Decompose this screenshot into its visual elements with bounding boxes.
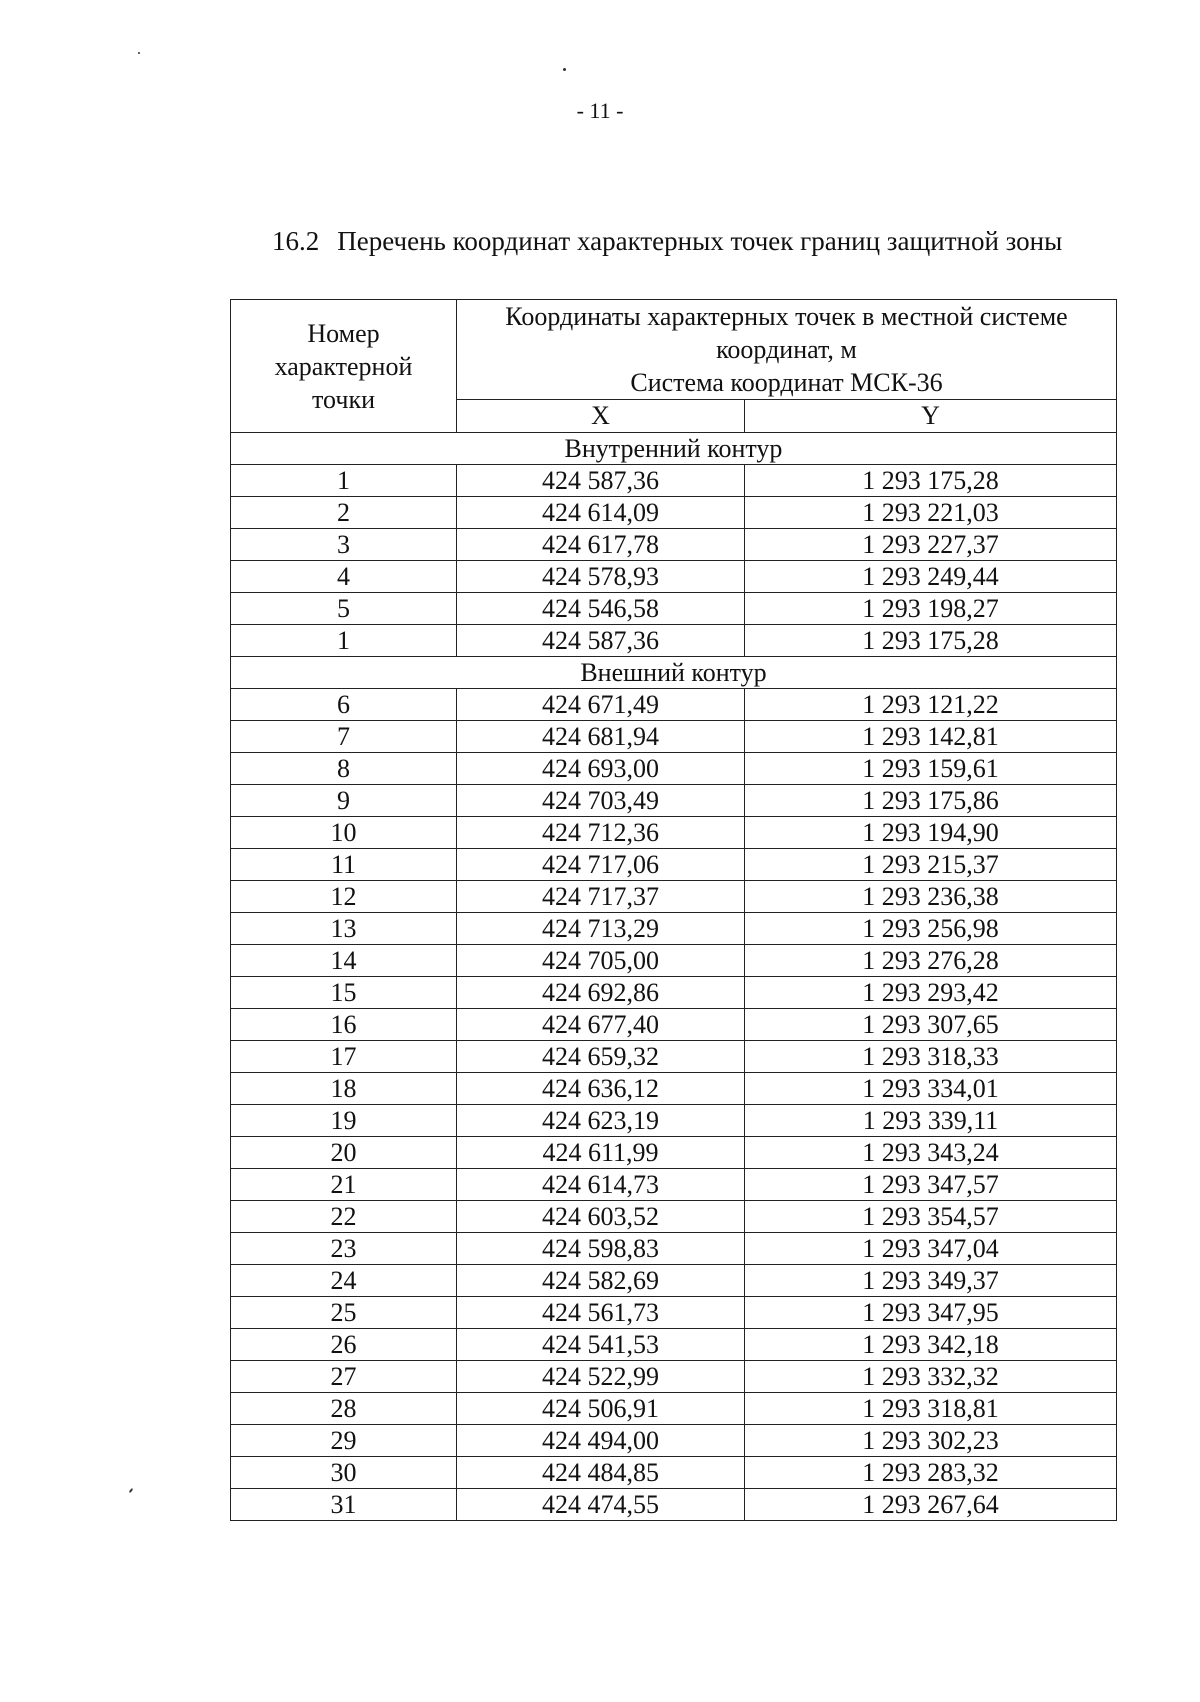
- point-number-cell: 27: [231, 1361, 457, 1393]
- point-number-cell: 30: [231, 1457, 457, 1489]
- section-title: [272, 226, 1062, 257]
- point-number-cell: 29: [231, 1425, 457, 1457]
- page-number: - 11 -: [576, 98, 624, 123]
- y-coordinate-cell: 1 293 175,28: [745, 625, 1117, 657]
- point-number-cell: 21: [231, 1169, 457, 1201]
- point-number-cell: 1: [231, 625, 457, 657]
- table-row: [231, 1073, 1117, 1105]
- x-coordinate-cell: 424 677,40: [457, 1009, 745, 1041]
- y-coordinate-cell: 1 293 249,44: [745, 561, 1117, 593]
- table-row: [231, 817, 1117, 849]
- x-coordinate-cell: 424 561,73: [457, 1297, 745, 1329]
- table-body: [231, 433, 1117, 1521]
- x-coordinate-cell: 424 522,99: [457, 1361, 745, 1393]
- point-number-cell: 2: [231, 497, 457, 529]
- table-row: [231, 1393, 1117, 1425]
- y-coordinate-cell: 1 293 227,37: [745, 529, 1117, 561]
- table-row: [231, 1009, 1117, 1041]
- table-row: [231, 1041, 1117, 1073]
- point-number-cell: 9: [231, 785, 457, 817]
- x-coordinate-cell: 424 623,19: [457, 1105, 745, 1137]
- table-header: [231, 300, 1117, 433]
- table-row: [231, 849, 1117, 881]
- table-row: [231, 593, 1117, 625]
- contour-title: Внешний контур: [231, 657, 1117, 689]
- table-row: [231, 1329, 1117, 1361]
- point-number-cell: 18: [231, 1073, 457, 1105]
- x-coordinate-cell: 424 611,99: [457, 1137, 745, 1169]
- y-coordinate-cell: 1 293 293,42: [745, 977, 1117, 1009]
- point-number-cell: 16: [231, 1009, 457, 1041]
- y-coordinate-cell: 1 293 332,32: [745, 1361, 1117, 1393]
- header-x: X: [457, 400, 745, 433]
- table-row: [231, 689, 1117, 721]
- x-coordinate-cell: 424 541,53: [457, 1329, 745, 1361]
- x-coordinate-cell: 424 484,85: [457, 1457, 745, 1489]
- x-coordinate-cell: 424 713,29: [457, 913, 745, 945]
- x-coordinate-cell: 424 582,69: [457, 1265, 745, 1297]
- point-number-cell: 6: [231, 689, 457, 721]
- header-y: Y: [745, 400, 1117, 433]
- x-coordinate-cell: 424 636,12: [457, 1073, 745, 1105]
- y-coordinate-cell: 1 293 256,98: [745, 913, 1117, 945]
- y-coordinate-cell: 1 293 347,04: [745, 1233, 1117, 1265]
- table-row: [231, 1457, 1117, 1489]
- table-row: [231, 913, 1117, 945]
- x-coordinate-cell: 424 692,86: [457, 977, 745, 1009]
- y-coordinate-cell: 1 293 175,28: [745, 465, 1117, 497]
- point-number-cell: 28: [231, 1393, 457, 1425]
- y-coordinate-cell: 1 293 354,57: [745, 1201, 1117, 1233]
- table-row: [231, 1169, 1117, 1201]
- y-coordinate-cell: 1 293 342,18: [745, 1329, 1117, 1361]
- y-coordinate-cell: 1 293 318,81: [745, 1393, 1117, 1425]
- scan-speck: [563, 68, 566, 71]
- table-row: [231, 945, 1117, 977]
- point-number-cell: 5: [231, 593, 457, 625]
- x-coordinate-cell: 424 717,06: [457, 849, 745, 881]
- table-row: [231, 561, 1117, 593]
- y-coordinate-cell: 1 293 276,28: [745, 945, 1117, 977]
- y-coordinate-cell: 1 293 347,95: [745, 1297, 1117, 1329]
- table-row: [231, 497, 1117, 529]
- y-coordinate-cell: 1 293 339,11: [745, 1105, 1117, 1137]
- y-coordinate-cell: 1 293 267,64: [745, 1489, 1117, 1521]
- table-row: [231, 1201, 1117, 1233]
- contour-header-row: [231, 657, 1117, 689]
- table-row: [231, 1105, 1117, 1137]
- y-coordinate-cell: 1 293 194,90: [745, 817, 1117, 849]
- x-coordinate-cell: 424 717,37: [457, 881, 745, 913]
- point-number-cell: 15: [231, 977, 457, 1009]
- point-number-cell: 11: [231, 849, 457, 881]
- table-row: [231, 1425, 1117, 1457]
- point-number-cell: 25: [231, 1297, 457, 1329]
- x-coordinate-cell: 424 614,73: [457, 1169, 745, 1201]
- scan-speck: [138, 52, 140, 54]
- y-coordinate-cell: 1 293 307,65: [745, 1009, 1117, 1041]
- y-coordinate-cell: 1 293 221,03: [745, 497, 1117, 529]
- y-coordinate-cell: 1 293 236,38: [745, 881, 1117, 913]
- y-coordinate-cell: 1 293 334,01: [745, 1073, 1117, 1105]
- x-coordinate-cell: 424 712,36: [457, 817, 745, 849]
- table-row: [231, 1361, 1117, 1393]
- table-row: [231, 977, 1117, 1009]
- y-coordinate-cell: 1 293 349,37: [745, 1265, 1117, 1297]
- x-coordinate-cell: 424 587,36: [457, 625, 745, 657]
- point-number-cell: 14: [231, 945, 457, 977]
- y-coordinate-cell: 1 293 142,81: [745, 721, 1117, 753]
- x-coordinate-cell: 424 546,58: [457, 593, 745, 625]
- scan-speck: [129, 1488, 134, 1493]
- contour-header-row: [231, 433, 1117, 465]
- contour-title: Внутренний контур: [231, 433, 1117, 465]
- point-number-cell: 4: [231, 561, 457, 593]
- x-coordinate-cell: 424 693,00: [457, 753, 745, 785]
- table-row: [231, 753, 1117, 785]
- x-coordinate-cell: 424 494,00: [457, 1425, 745, 1457]
- y-coordinate-cell: 1 293 121,22: [745, 689, 1117, 721]
- table-row: [231, 1297, 1117, 1329]
- point-number-cell: 7: [231, 721, 457, 753]
- y-coordinate-cell: 1 293 283,32: [745, 1457, 1117, 1489]
- point-number-cell: 10: [231, 817, 457, 849]
- y-coordinate-cell: 1 293 318,33: [745, 1041, 1117, 1073]
- y-coordinate-cell: 1 293 159,61: [745, 753, 1117, 785]
- point-number-cell: 31: [231, 1489, 457, 1521]
- x-coordinate-cell: 424 506,91: [457, 1393, 745, 1425]
- table-row: [231, 1137, 1117, 1169]
- header-point-number: Номер характерной точки: [231, 300, 457, 433]
- x-coordinate-cell: 424 474,55: [457, 1489, 745, 1521]
- x-coordinate-cell: 424 671,49: [457, 689, 745, 721]
- point-number-cell: 3: [231, 529, 457, 561]
- section-title-text: Перечень координат характерных точек границ защитной зоны: [337, 226, 1063, 256]
- table-row: [231, 1233, 1117, 1265]
- header-coordinates: Координаты характерных точек в местной системе координат, м Система координат МСК-36: [457, 300, 1117, 400]
- table-row: [231, 721, 1117, 753]
- y-coordinate-cell: 1 293 302,23: [745, 1425, 1117, 1457]
- x-coordinate-cell: 424 705,00: [457, 945, 745, 977]
- x-coordinate-cell: 424 659,32: [457, 1041, 745, 1073]
- point-number-cell: 13: [231, 913, 457, 945]
- x-coordinate-cell: 424 681,94: [457, 721, 745, 753]
- y-coordinate-cell: 1 293 175,86: [745, 785, 1117, 817]
- table-row: [231, 785, 1117, 817]
- x-coordinate-cell: 424 587,36: [457, 465, 745, 497]
- point-number-cell: 1: [231, 465, 457, 497]
- y-coordinate-cell: 1 293 347,57: [745, 1169, 1117, 1201]
- point-number-cell: 26: [231, 1329, 457, 1361]
- point-number-cell: 22: [231, 1201, 457, 1233]
- table-row: [231, 529, 1117, 561]
- x-coordinate-cell: 424 598,83: [457, 1233, 745, 1265]
- table-row: [231, 1489, 1117, 1521]
- table-row: [231, 465, 1117, 497]
- x-coordinate-cell: 424 617,78: [457, 529, 745, 561]
- point-number-cell: 8: [231, 753, 457, 785]
- point-number-cell: 19: [231, 1105, 457, 1137]
- section-number: 16.2: [272, 226, 320, 256]
- x-coordinate-cell: 424 614,09: [457, 497, 745, 529]
- table-row: [231, 881, 1117, 913]
- y-coordinate-cell: 1 293 198,27: [745, 593, 1117, 625]
- coordinates-table: [230, 299, 1117, 1521]
- x-coordinate-cell: 424 578,93: [457, 561, 745, 593]
- table-row: [231, 625, 1117, 657]
- x-coordinate-cell: 424 703,49: [457, 785, 745, 817]
- y-coordinate-cell: 1 293 215,37: [745, 849, 1117, 881]
- table-row: [231, 1265, 1117, 1297]
- point-number-cell: 20: [231, 1137, 457, 1169]
- y-coordinate-cell: 1 293 343,24: [745, 1137, 1117, 1169]
- point-number-cell: 17: [231, 1041, 457, 1073]
- x-coordinate-cell: 424 603,52: [457, 1201, 745, 1233]
- point-number-cell: 24: [231, 1265, 457, 1297]
- point-number-cell: 12: [231, 881, 457, 913]
- point-number-cell: 23: [231, 1233, 457, 1265]
